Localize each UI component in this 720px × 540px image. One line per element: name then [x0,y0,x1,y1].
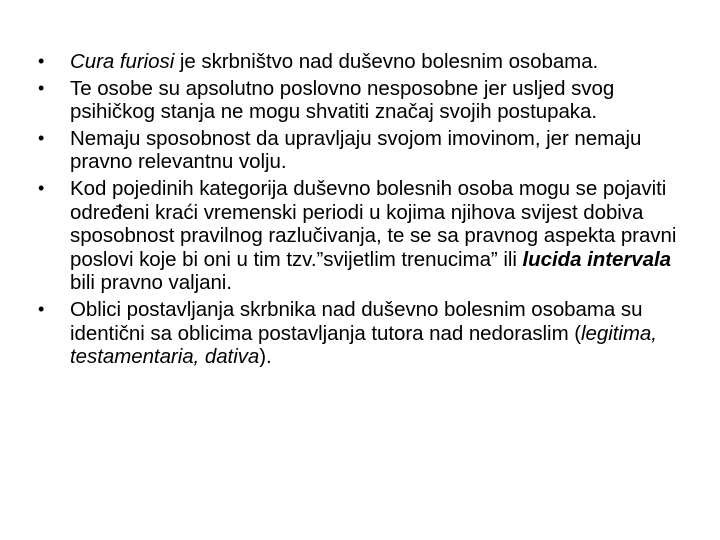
bullet-5-terms: legitima, testamentaria, dativa [70,321,657,369]
bullet-icon: • [38,51,45,71]
bullet-5-text-end: ). [259,345,272,369]
bullet-item-1 [38,50,698,74]
bullet-5-text: Oblici postavljanja skrbnika nad duševno bolesnim osobama su identični sa oblicima postavljanja tutora nad nedoraslim ( [70,297,643,345]
bullet-1-text: je skrbništvo nad duševno bolesnim osobama. [174,50,599,73]
bullet-item-3 [38,127,698,174]
bullet-3-text: Nemaju sposobnost da upravljaju svojom imovinom, jer nemaju pravno relevantnu volju. [70,126,642,174]
bullet-item-5 [38,298,698,369]
bullet-item-4 [38,177,698,295]
bullet-item-2 [38,77,698,124]
bullet-4-text-end: bili pravno valjani. [70,271,232,295]
bullet-icon: • [38,77,45,98]
bullet-1-term: Cura furiosi [70,50,175,73]
bullet-list [38,50,698,372]
bullet-icon: • [38,298,45,319]
bullet-icon: • [38,127,45,148]
bullet-4-text: Kod pojedinih kategorija duševno bolesnih osoba mogu se pojaviti određeni kraći vremenski periodi u kojima njihova svijest dobiva sposobnost pravilnog razlučivanja, te se sa pravnog aspekta pravni poslovi koje bi oni u tim tzv.”svijetlim trenucima” ili [70,176,677,271]
bullet-4-term: lucida intervala [522,247,671,271]
bullet-2-text: Te osobe su apsolutno poslovno nesposobne jer usljed svog psihičkog stanja ne mogu shvatiti značaj svojih postupaka. [70,76,615,124]
bullet-icon: • [38,177,45,198]
